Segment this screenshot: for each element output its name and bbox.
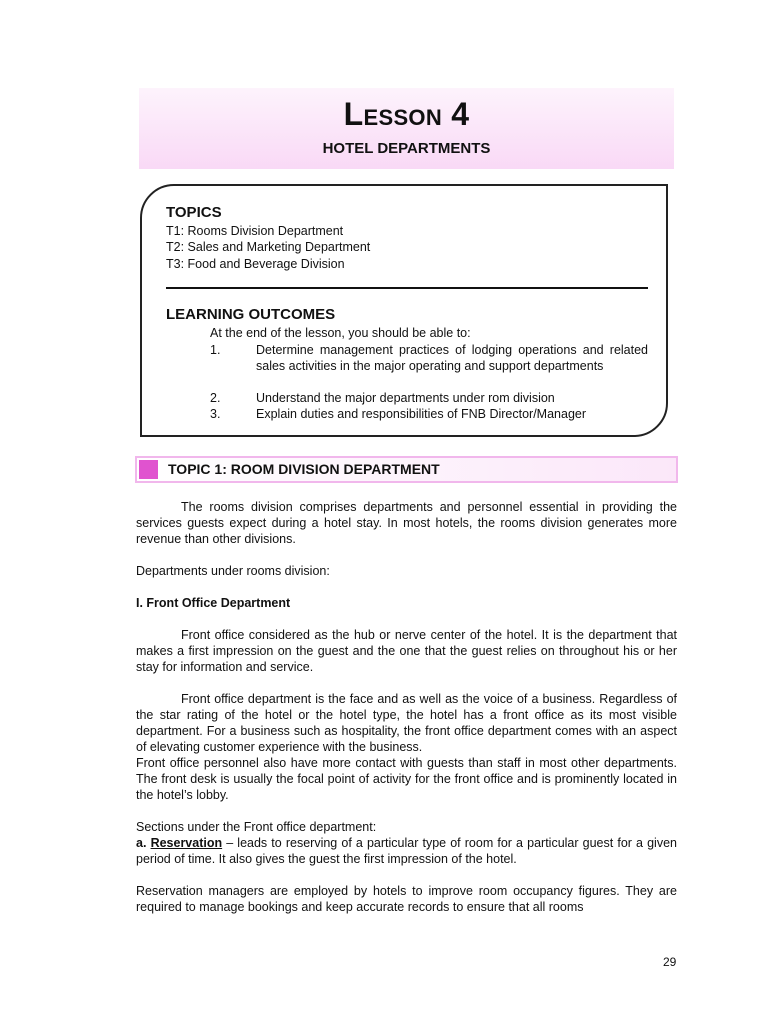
paragraph: Reservation managers are employed by hotels to improve room occupancy figures. They are required to manage bookings and keep accurate records to ensure that all rooms bbox=[136, 884, 677, 914]
lesson-title-word: Lesson bbox=[343, 96, 443, 132]
paragraph: The rooms division comprises departments and personnel essential in providing the services guests expect during a hotel stay. In most hotels, the rooms division generates more revenue than other divisions. bbox=[136, 500, 677, 546]
page-number: 29 bbox=[663, 955, 677, 969]
topics-heading: TOPICS bbox=[166, 204, 222, 221]
outcome-text: Determine management practices of lodging operations and related sales activities in the major operating and support departments bbox=[256, 343, 648, 374]
section-heading: I. Front Office Department bbox=[136, 596, 291, 610]
outcome-number: 2. bbox=[210, 391, 221, 405]
box-divider bbox=[166, 287, 648, 289]
outcome-text: Explain duties and responsibilities of FNB Director/Manager bbox=[256, 407, 587, 421]
outcome-text: Understand the major departments under rom division bbox=[256, 391, 555, 405]
lesson-title-banner bbox=[139, 88, 674, 169]
paragraph: Sections under the Front office department: bbox=[136, 820, 377, 834]
reservation-text: – leads to reserving of a particular type of room for a particular guest for a given period of time. It also gives the guest the first impression of the hotel. bbox=[136, 836, 677, 866]
topic1-heading: TOPIC 1: ROOM DIVISION DEPARTMENT bbox=[168, 461, 440, 477]
lesson-subtitle: HOTEL DEPARTMENTS bbox=[322, 140, 491, 157]
topic-item: T1: Rooms Division Department bbox=[166, 224, 344, 238]
topic-item: T3: Food and Beverage Division bbox=[166, 257, 345, 271]
reservation-term: Reservation bbox=[150, 836, 223, 850]
paragraph: Front office personnel also have more contact with guests than staff in most other departments. The front desk is usually the focal point of activity for the front office and is prominently located in the hotel’s lobby. bbox=[136, 756, 677, 802]
outcome-number: 3. bbox=[210, 407, 221, 421]
learning-outcomes-heading: LEARNING OUTCOMES bbox=[166, 306, 336, 323]
topics-outcomes-box bbox=[140, 184, 668, 437]
lesson-title-number: 4 bbox=[451, 96, 470, 132]
topic1-heading-bar bbox=[135, 456, 678, 483]
learning-outcomes-intro: At the end of the lesson, you should be able to: bbox=[210, 326, 471, 340]
paragraph: Front office department is the face and as well as the voice of a business. Regardless of the star rating of the hotel or the hotel type, the hotel has a front office as its most visible department. For a business such as hospitality, the front office department comes with an aspect of elevating customer experience with the business. bbox=[136, 692, 677, 754]
outcome-number: 1. bbox=[210, 343, 221, 357]
paragraph: Departments under rooms division: bbox=[136, 564, 330, 578]
reservation-paragraph bbox=[136, 835, 677, 867]
paragraph: Front office considered as the hub or nerve center of the hotel. It is the department that makes a first impression on the guest and the one that the guest relies on throughout his or her stay for information and service. bbox=[136, 628, 677, 674]
topic-item: T2: Sales and Marketing Department bbox=[166, 240, 371, 254]
reservation-prefix: a. bbox=[136, 836, 147, 850]
topic-marker-square bbox=[139, 460, 158, 479]
lesson-title bbox=[139, 94, 674, 134]
